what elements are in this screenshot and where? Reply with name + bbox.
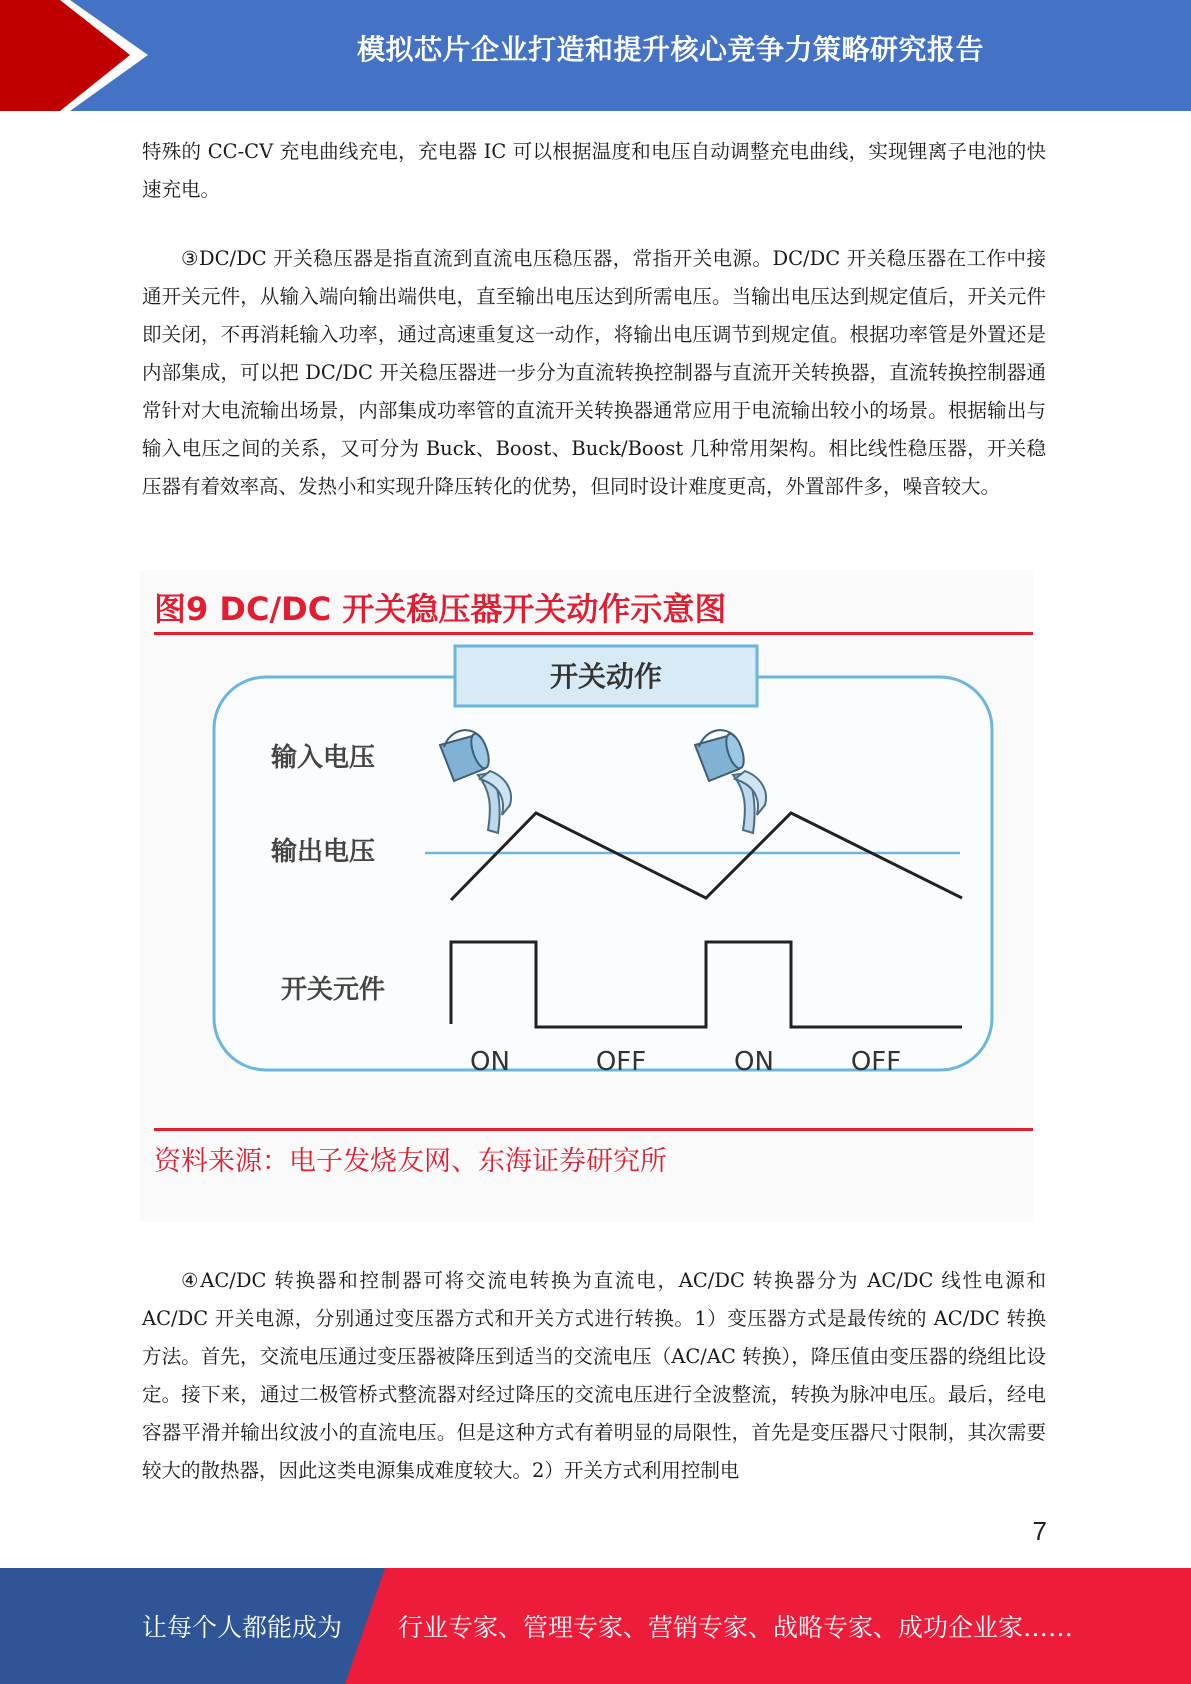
paragraph-text: ③DC/DC 开关稳压器是指直流到直流电压稳压器，常指开关电源。DC/DC 开关稳压器在工作中接通开关元件，从输入端向输出端供电，直至输出电压达到所需电压。当输出电压达到规定值后，开关元件即关闭，不再消耗输入功率，通过高速重复这一动作，将输出电压调节到规定值。根据功率管是外置还是内部集成，可以把 DC/DC 开关稳压器进一步分为直流转换控制器与直流开关转换器，直流转换控制器通常针对大电流输出场景，内部集成功率管的直流开关转换器通常应用于电流输出较小的场景。根据输出与输入电压之间的关系，又可分为 Buck、Boost、Buck/Boost 几种常用架构。相比线性稳压器，开关稳压器有着效率高、发热小和实现升降压转化的优势，但同时设计难度更高，外置部件多，噪音较大。 [142,247,1046,498]
footer-slogan-right: 行业专家、管理专家、营销专家、战略专家、成功企业家…… [398,1613,1074,1642]
footer-slogan-left: 让每个人都能成为 [142,1613,343,1642]
state-label: ON [734,1047,774,1077]
label-output-voltage: 输出电压 [271,837,376,867]
paragraph-cc-cv [142,133,1046,209]
header-banner [0,0,1191,111]
source-rule [154,1128,1033,1131]
header-arrow-icon [0,0,160,111]
figure-dcdc-switching [140,570,1033,1222]
state-label: ON [470,1047,510,1077]
paragraph-dcdc [142,240,1046,506]
diagram-frame [214,677,992,1070]
paragraph-acdc [142,1262,1046,1490]
title-rule [154,632,1033,635]
figure-title: 图9 DC/DC 开关稳压器开关动作示意图 [154,590,727,628]
state-label: OFF [595,1047,647,1077]
figure-source: 资料来源：电子发烧友网、东海证券研究所 [154,1146,667,1177]
page-number: 7 [1032,1516,1047,1546]
footer-banner [0,1568,1191,1684]
label-input-voltage: 输入电压 [271,743,376,773]
box-title: 开关动作 [549,660,663,693]
report-title: 模拟芯片企业打造和提升核心竞争力策略研究报告 [356,33,984,66]
paragraph-text: ④AC/DC 转换器和控制器可将交流电转换为直流电，AC/DC 转换器分为 AC/DC 线性电源和 AC/DC 开关电源，分别通过变压器方式和开关方式进行转换。1）变压器方式是最传统的 AC/DC 转换方法。首先，交流电压通过变压器被降压到适当的交流电压（AC/AC 转换），降压值由变压器的绕组比设定。接下来，通过二极管桥式整流器对经过降压的交流电压进行全波整流，转换为脉冲电压。最后，经电容器平滑并输出纹波小的直流电压。但是这种方式有着明显的局限性，首先是变压器尺寸限制，其次需要较大的散热器，因此这类电源集成难度较大。2）开关方式利用控制电 [142,1269,1046,1482]
state-label: OFF [850,1047,902,1077]
paragraph-text: 特殊的 CC-CV 充电曲线充电，充电器 IC 可以根据温度和电压自动调整充电曲线，实现锂离子电池的快速充电。 [142,140,1046,201]
label-switch-element: 开关元件 [281,975,386,1005]
